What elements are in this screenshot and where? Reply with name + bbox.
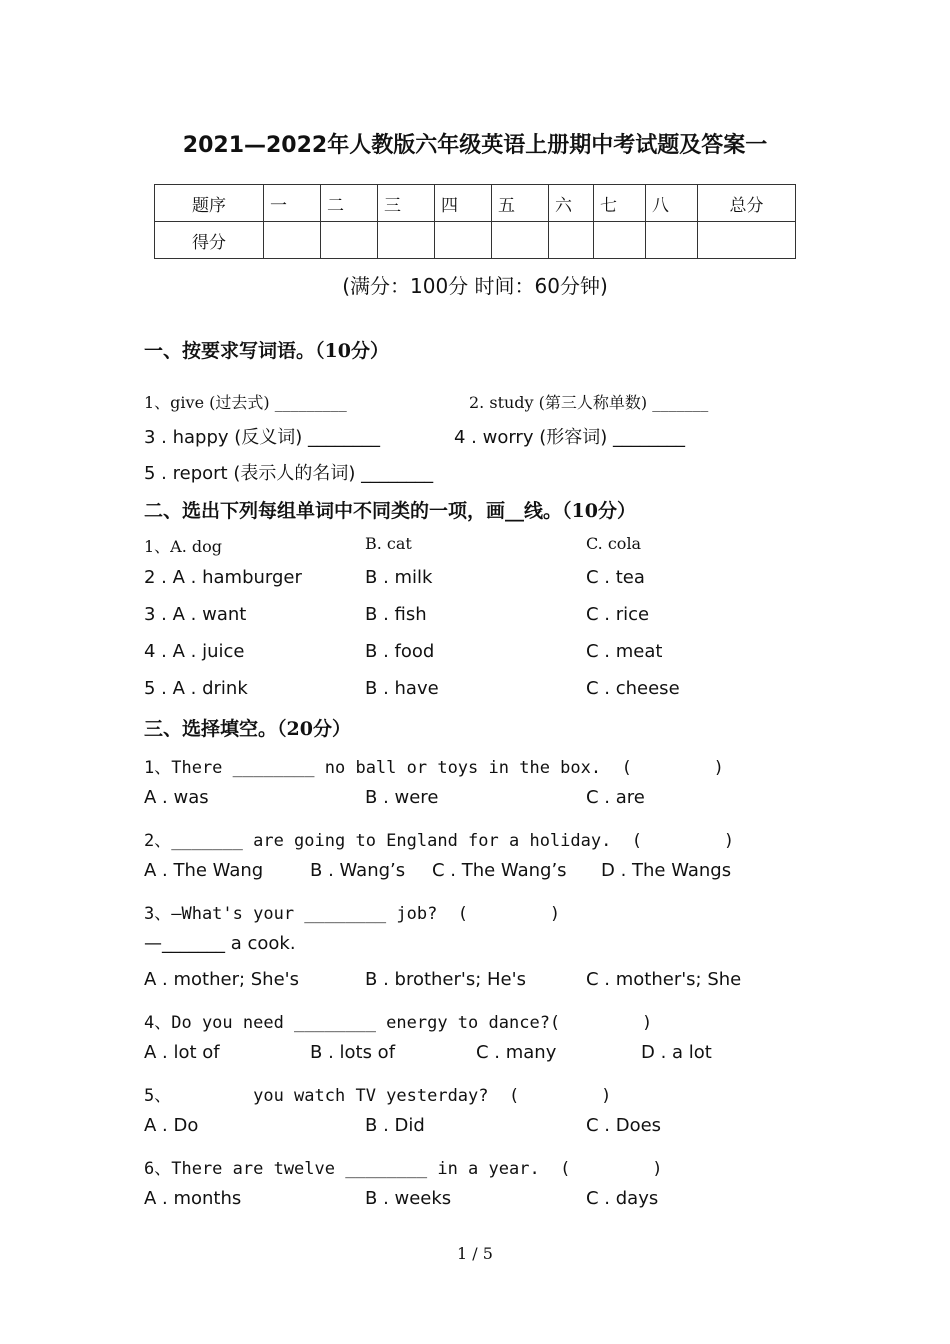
option-b: B . food	[365, 641, 435, 662]
option-b: B . brother's; He's	[365, 969, 526, 990]
score-table-cell: 题序	[155, 185, 264, 222]
question-stem: 6、There are twelve ________ in a year. ( )	[144, 1159, 663, 1179]
option-c: C . Does	[586, 1115, 662, 1136]
option-a: A . Do	[144, 1115, 199, 1136]
score-table-cell: 二	[321, 185, 378, 222]
option-b: B . were	[365, 787, 439, 808]
option-a: 5 . A . drink	[144, 678, 248, 699]
score-table-score-row	[155, 222, 796, 259]
option-b: B . Did	[365, 1115, 425, 1136]
option-a: 3 . A . want	[144, 604, 247, 625]
score-input-cell[interactable]	[435, 222, 492, 259]
question: 2. study (第三人称单数) _______	[469, 393, 709, 412]
option-c: C . many	[476, 1042, 557, 1063]
score-table-cell: 一	[264, 185, 321, 222]
option-b: B . Wang’s	[310, 860, 406, 881]
option-a: 4 . A . juice	[144, 641, 245, 662]
option-c: C . The Wang’s	[432, 860, 567, 881]
option-a: 1、A. dog	[144, 537, 223, 556]
option-b: B . have	[365, 678, 439, 699]
option-a: A . mother; She's	[144, 969, 299, 990]
page-number: 1 / 5	[457, 1244, 493, 1263]
score-table-cell: 五	[492, 185, 549, 222]
score-input-cell[interactable]	[549, 222, 594, 259]
option-b: B . milk	[365, 567, 433, 588]
option-d: D . a lot	[641, 1042, 712, 1063]
score-table	[154, 184, 796, 259]
option-c: C . mother's; She	[586, 969, 742, 990]
option-b: B. cat	[365, 534, 412, 553]
option-a: A . months	[144, 1188, 242, 1209]
section-heading: 一、按要求写词语。（10分）	[144, 340, 389, 362]
option-a: A . was	[144, 787, 209, 808]
question: 3 . happy (反义词) ________	[144, 427, 381, 448]
score-table-cell: 三	[378, 185, 435, 222]
option-c: C . cheese	[586, 678, 680, 699]
score-table-cell: 八	[646, 185, 698, 222]
score-table-cell: 四	[435, 185, 492, 222]
question-line: —_______ a cook.	[144, 933, 296, 954]
question-stem: 1、There ________ no ball or toys in the box. ( )	[144, 758, 724, 778]
score-table-header-row	[155, 185, 796, 222]
score-input-cell[interactable]	[378, 222, 435, 259]
question-stem: 5、 you watch TV yesterday? ( )	[144, 1086, 612, 1106]
option-b: B . lots of	[310, 1042, 396, 1063]
document-title: 2021—2022年人教版六年级英语上册期中考试题及答案一	[182, 133, 768, 158]
option-b: B . weeks	[365, 1188, 452, 1209]
score-input-cell[interactable]	[321, 222, 378, 259]
option-c: C. cola	[586, 534, 642, 553]
option-a: 2 . A . hamburger	[144, 567, 302, 588]
option-d: D . The Wangs	[601, 860, 732, 881]
question: 5 . report (表示人的名词) ________	[144, 463, 434, 484]
option-a: A . The Wang	[144, 860, 264, 881]
question-stem: 4、Do you need ________ energy to dance?( )	[144, 1013, 653, 1033]
option-c: C . tea	[586, 567, 645, 588]
score-input-cell[interactable]	[264, 222, 321, 259]
score-table-cell: 总分	[698, 185, 796, 222]
section-heading: 三、选择填空。（20分）	[144, 718, 351, 740]
full-mark-info: (满分：100分 时间：60分钟)	[342, 274, 608, 298]
score-input-cell[interactable]	[492, 222, 549, 259]
score-input-cell[interactable]	[594, 222, 646, 259]
question: 1、give (过去式) _________	[144, 393, 347, 412]
score-row-label: 得分	[155, 222, 264, 259]
score-input-cell[interactable]	[698, 222, 796, 259]
option-c: C . days	[586, 1188, 659, 1209]
option-c: C . are	[586, 787, 645, 808]
option-b: B . fish	[365, 604, 427, 625]
section-heading: 二、选出下列每组单词中不同类的一项，画__线。（10分）	[144, 500, 636, 522]
option-c: C . rice	[586, 604, 650, 625]
option-c: C . meat	[586, 641, 663, 662]
option-a: A . lot of	[144, 1042, 220, 1063]
question-stem: 2、_______ are going to England for a holiday. ( )	[144, 831, 735, 851]
question: 4 . worry (形容词) ________	[454, 427, 685, 448]
score-input-cell[interactable]	[646, 222, 698, 259]
score-table-cell: 六	[549, 185, 594, 222]
question-stem: 3、—What's your ________ job? ( )	[144, 904, 561, 924]
score-table-cell: 七	[594, 185, 646, 222]
